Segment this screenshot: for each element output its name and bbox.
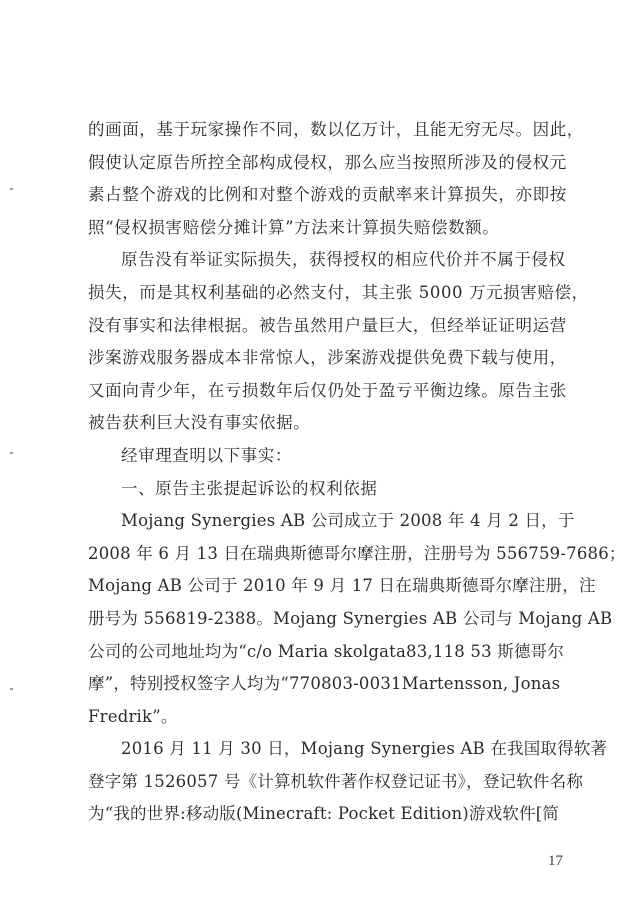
text-line: 2008 年 6 月 13 日在瑞典斯德哥尔摩注册，注册号为 556759-7686； <box>88 543 626 563</box>
body-text <box>88 114 626 831</box>
page-number: 17 <box>548 853 563 869</box>
text-line: 涉案游戏服务器成本非常惊人，涉案游戏提供免费下载与使用， <box>88 348 567 368</box>
scan-mark <box>10 688 13 690</box>
section-heading: 一、原告主张提起诉讼的权利依据 <box>121 478 378 498</box>
text-line: 没有事实和法律根据。被告虽然用户量巨大，但经举证证明运营 <box>88 315 567 335</box>
text-line: 假使认定原告所控全部构成侵权，那么应当按照所涉及的侵权元 <box>88 152 567 172</box>
scan-mark <box>10 452 13 454</box>
text-line: Fredrik”。 <box>88 706 178 726</box>
text-line: 登字第 1526057 号《计算机软件著作权登记证书》，登记软件名称 <box>88 771 584 791</box>
text-line: 摩”，特别授权签字人均为“770803-0031Martensson, Jonas <box>88 674 561 694</box>
paragraph-start-line: 经审理查明以下事实： <box>121 445 292 465</box>
text-line: Mojang AB 公司于 2010 年 9 月 17 日在瑞典斯德哥尔摩注册，注 <box>88 576 596 596</box>
paragraph-start-line: 原告没有举证实际损失，获得授权的相应代价并不属于侵权 <box>121 250 566 270</box>
text-line: 又面向青少年，在亏损数年后仅仍处于盈亏平衡边缘。原告主张 <box>88 380 567 400</box>
paragraph-start-line: 2016 月 11 月 30 日，Mojang Synergies AB 在我国取得软著 <box>121 739 608 759</box>
text-line: 册号为 556819-2388。Mojang Synergies AB 公司与 Mojang AB <box>88 608 613 628</box>
text-line: 被告获利巨大没有事实依据。 <box>88 413 311 433</box>
text-line: 损失，而是其权利基础的必然支付，其主张 5000 万元损害赔偿， <box>88 282 589 302</box>
text-line: 为“我的世界:移动版(Minecraft: Pocket Edition)游戏软件[简 <box>88 804 560 824</box>
text-line: 照“侵权损害赔偿分摊计算”方法来计算损失赔偿数额。 <box>88 217 500 237</box>
text-line: 的画面，基于玩家操作不同，数以亿万计，且能无穷无尽。因此， <box>88 120 584 139</box>
text-line: 公司的公司地址均为“c/o Maria skolgata83,118 53 斯德哥尔 <box>88 641 565 661</box>
text-line: 素占整个游戏的比例和对整个游戏的贡献率来计算损失，亦即按 <box>88 185 567 205</box>
paragraph-start-line: Mojang Synergies AB 公司成立于 2008 年 4 月 2 日，于 <box>121 511 575 531</box>
scan-mark <box>10 188 13 190</box>
